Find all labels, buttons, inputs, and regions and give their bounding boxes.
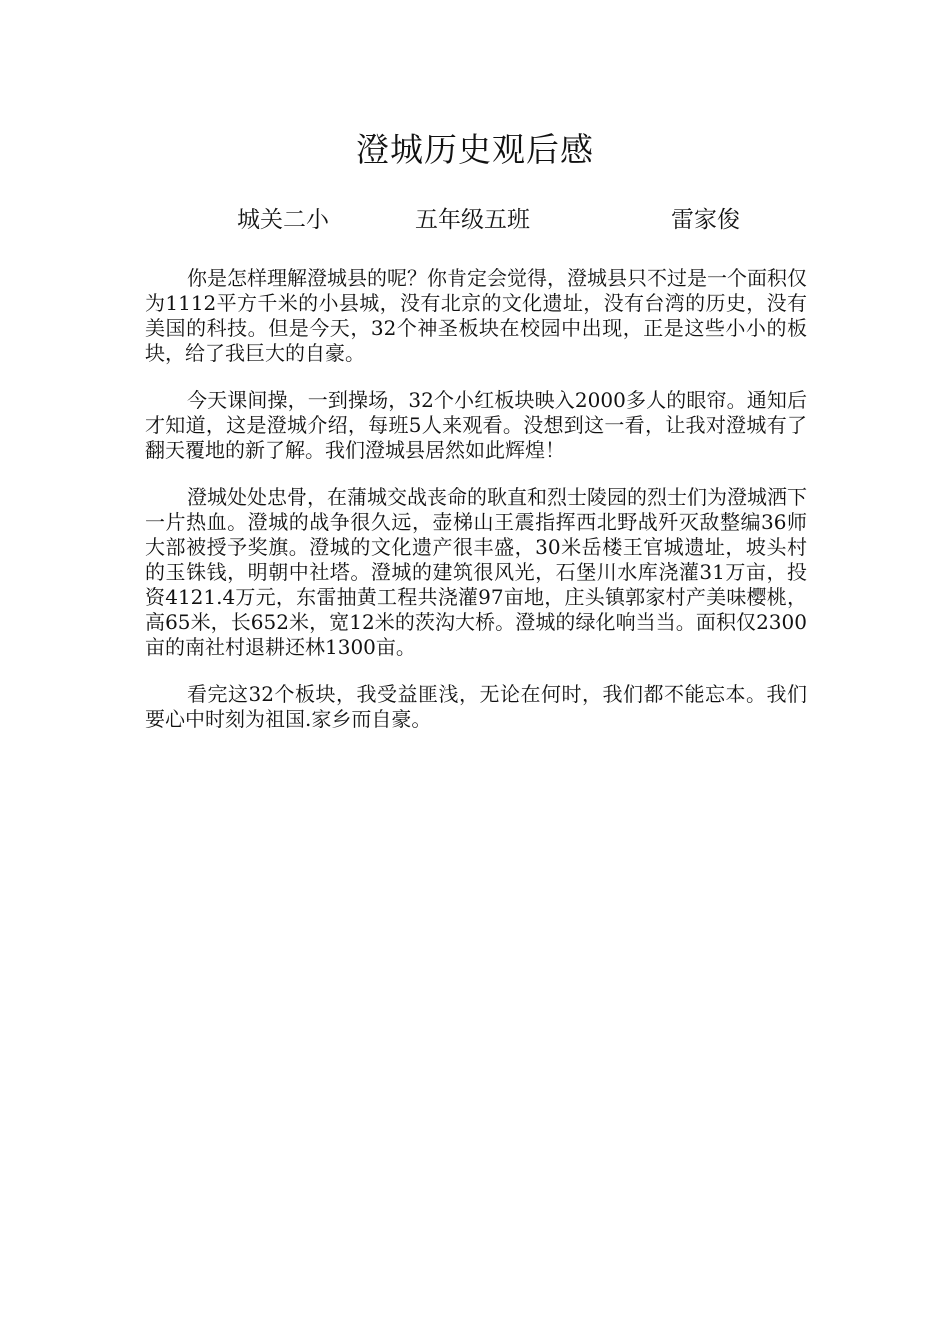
paragraph-2: 今天课间操，一到操场，32个小红板块映入2000多人的眼帘。通知后才知道，这是澄城介绍，每班5人来观看。没想到这一看，让我对澄城有了翻天覆地的新了解。我们澄城县居然如此辉煌！	[145, 388, 807, 462]
document-body	[145, 266, 807, 754]
byline-school: 城关二小	[237, 207, 329, 233]
paragraph-1: 你是怎样理解澄城县的呢？你肯定会觉得，澄城县只不过是一个面积仅为1112平方千米的小县城，没有北京的文化遗址，没有台湾的历史，没有美国的科技。但是今天，32个神圣板块在校园中出现，正是这些小小的板块，给了我巨大的自豪。	[145, 266, 807, 365]
paragraph-3: 澄城处处忠骨，在蒲城交战丧命的耿直和烈士陵园的烈士们为澄城洒下一片热血。澄城的战争很久远，壶梯山王震指挥西北野战歼灭敌整编36师大部被授予奖旗。澄城的文化遗产很丰盛，30米岳楼王官城遗址，坡头村的玉铢钱，明朝中社塔。澄城的建筑很风光，石堡川水库浇灌31万亩，投资4121.4万元，东雷抽黄工程共浇灌97亩地，庄头镇郭家村产美味樱桃，高65米，长652米，宽12米的茨沟大桥。澄城的绿化响当当。面积仅2300亩的南社村退耕还林1300亩。	[145, 485, 807, 659]
document-title: 澄城历史观后感	[356, 130, 594, 169]
byline-author: 雷家俊	[671, 207, 740, 233]
paragraph-4: 看完这32个板块，我受益匪浅，无论在何时，我们都不能忘本。我们要心中时刻为祖国.家乡而自豪。	[145, 682, 807, 731]
byline-grade: 五年级五班	[415, 207, 530, 233]
